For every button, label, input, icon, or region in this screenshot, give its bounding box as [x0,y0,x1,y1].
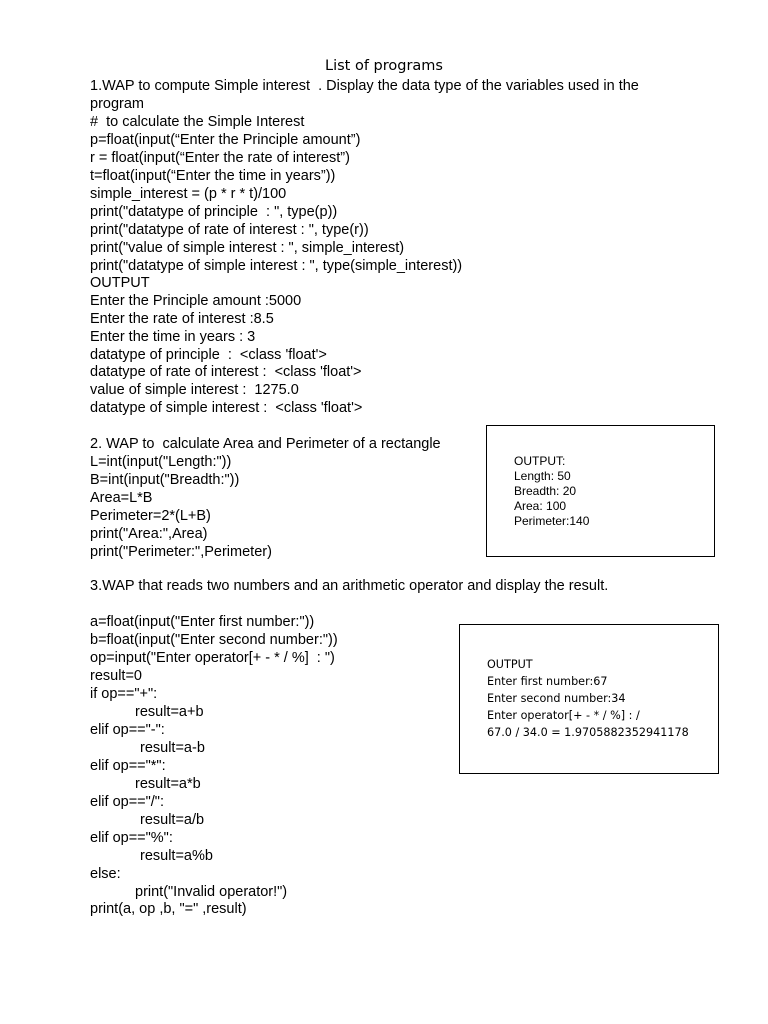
output-box-line: Perimeter:140 [514,514,590,528]
output-box-line: Enter operator[+ - * / %] : / [487,709,640,722]
code-line: r = float(input(“Enter the rate of interest”) [90,150,350,166]
code-line: result=a+b [135,704,204,720]
code-line: result=a/b [140,812,205,828]
output-box-heading: OUTPUT [487,658,533,671]
code-line: a=float(input("Enter first number:")) [90,614,315,630]
code-line: elif op=="%": [90,830,173,846]
code-line: elif op=="-": [90,722,165,738]
code-line: Area=L*B [90,490,153,506]
output-line: Enter the Principle amount :5000 [90,293,302,309]
code-line: print("datatype of simple interest : ", type(simple_interest)) [90,258,463,274]
code-line: b=float(input("Enter second number:")) [90,632,338,648]
output-line: Enter the rate of interest :8.5 [90,311,274,327]
output-line: Enter the time in years : 3 [90,329,256,345]
code-line: L=int(input("Length:")) [90,454,232,470]
output-box-line: Enter second number:34 [487,692,626,705]
code-line: print("datatype of rate of interest : ", type(r)) [90,222,369,238]
output-box-line: Enter first number:67 [487,675,608,688]
output-box-line: Area: 100 [514,499,567,513]
code-line: p=float(input(“Enter the Principle amount”) [90,132,361,148]
code-line: else: [90,866,121,882]
program1-heading: 1.WAP to compute Simple interest . Display the data type of the variables used in the [90,78,639,94]
code-line: print("value of simple interest : ", simple_interest) [90,240,405,256]
code-line: print("Area:",Area) [90,526,208,542]
output-box-line: 67.0 / 34.0 = 1.9705882352941178 [487,726,689,739]
code-line: print("Invalid operator!") [135,884,288,900]
program1-heading-cont: program [90,96,144,112]
code-line: result=a*b [135,776,201,792]
code-line: t=float(input(“Enter the time in years”)) [90,168,336,184]
output-line: value of simple interest : 1275.0 [90,382,299,398]
code-line: result=0 [90,668,142,684]
code-line: # to calculate the Simple Interest [90,114,305,130]
code-line: if op=="+": [90,686,158,702]
code-line: op=input("Enter operator[+ - * / %] : ") [90,650,335,666]
output-line: datatype of principle : <class 'float'> [90,347,327,363]
code-line: result=a-b [140,740,205,756]
output-heading: OUTPUT [90,275,150,291]
output-line: datatype of rate of interest : <class 'float'> [90,364,362,380]
program3-heading: 3.WAP that reads two numbers and an arithmetic operator and display the result. [90,578,609,594]
page-title: List of programs [325,58,443,74]
output-box-heading: OUTPUT: [514,454,566,468]
program2-output-box [486,425,715,557]
code-line: Perimeter=2*(L+B) [90,508,211,524]
code-line: result=a%b [140,848,213,864]
output-box-line: Breadth: 20 [514,484,577,498]
code-line: print("datatype of principle : ", type(p)) [90,204,338,220]
code-line: print("Perimeter:",Perimeter) [90,544,272,560]
program3-output-box [459,624,719,774]
program2-heading: 2. WAP to calculate Area and Perimeter of a rectangle [90,436,441,452]
code-line: elif op=="*": [90,758,166,774]
code-line: print(a, op ,b, "=" ,result) [90,901,247,917]
code-line: B=int(input("Breadth:")) [90,472,240,488]
code-line: elif op=="/": [90,794,164,810]
output-box-line: Length: 50 [514,469,571,483]
code-line: simple_interest = (p * r * t)/100 [90,186,287,202]
output-line: datatype of simple interest : <class 'float'> [90,400,363,416]
